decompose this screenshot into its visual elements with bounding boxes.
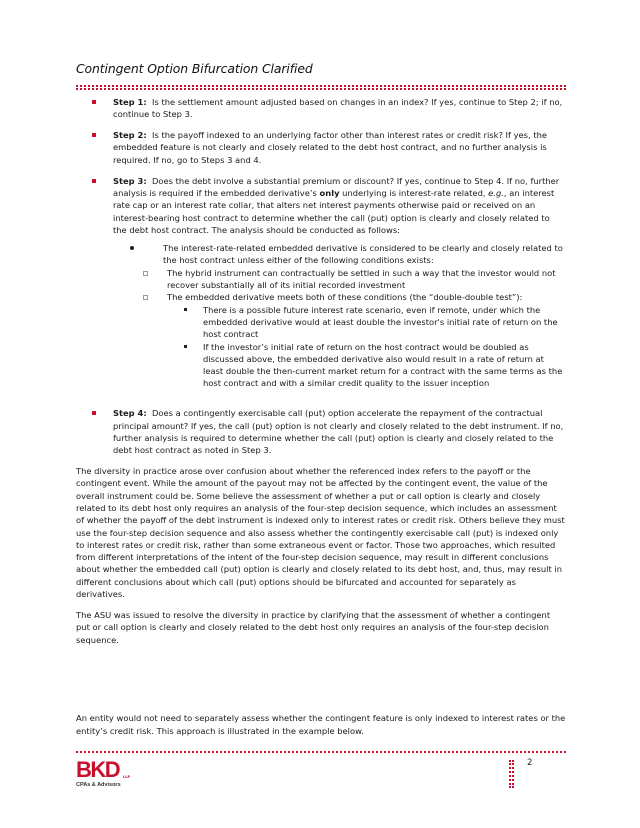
step-1-label: Step 1:: [113, 97, 147, 107]
condition-item: [162, 291, 566, 389]
header-divider-second: [76, 88, 566, 90]
header-divider: [76, 85, 566, 87]
step-3-sublist: [150, 242, 566, 390]
step-3-eg: e.g.: [488, 187, 504, 198]
step-3-text-before: Does the debt involve a substantial premium or discount? If yes, continue to Step 4. If no, further analysis is required if the embedded derivative’s: [113, 175, 560, 198]
double-double-item: [203, 304, 566, 341]
document-body: [76, 96, 566, 746]
step-3-sub-item: [150, 242, 566, 390]
bkd-logo: [76, 757, 131, 789]
logo-tagline: CPAs & Advisors: [76, 782, 121, 788]
step-3-item: [76, 175, 566, 399]
logo-wordmark: BKD: [76, 757, 120, 782]
step-4-text: Does a contingently exercisable call (put) option accelerate the repayment of the contractual principal amount? If yes, the call (put) option is not clearly and closely related to the debt instrument. If no, further analysis is required to determine whether the call (put) option is clearly and closely related to the debt host contract as noted in Step 3.: [113, 408, 564, 456]
conditions-list: [163, 267, 566, 390]
step-2-item: [76, 129, 566, 166]
double-double-list: [203, 304, 566, 390]
step-3-sub-text: The interest-rate-related embedded derivative is considered to be clearly and closely related to the host contract unless either of the following conditions exists:: [163, 243, 563, 266]
body-paragraph: An entity would not need to separately assess whether the contingent feature is only indexed to interest rates or the entity’s credit risk. This approach is illustrated in the example below.: [76, 713, 566, 736]
page-title: Contingent Option Bifurcation Clarified: [76, 61, 313, 76]
logo-llp: LLP: [123, 775, 131, 779]
decision-steps-list: [76, 96, 566, 457]
footer-divider: [76, 751, 566, 753]
condition-text: The embedded derivative meets both of these conditions (the “double-double test”):: [167, 292, 523, 303]
double-double-item: [203, 341, 566, 390]
step-3-text-after: , an interest rate cap or an interest rate collar, that alters net interest payments otherwise paid or received on an interest-bearing host contract to determine whether the call (put) option is clearly and closely related to the debt host contract. The analysis should be conducted as follows:: [113, 187, 555, 235]
spacer: [76, 654, 566, 712]
footer-vertical-dots-second: [512, 760, 514, 788]
double-double-text: There is a possible future interest rate scenario, even if remote, under which the embedded derivative would at least double the investor's initial rate of return on the host contract: [203, 304, 558, 340]
step-4-item: [76, 407, 566, 456]
condition-item: [162, 267, 566, 292]
page-number: 2: [527, 758, 533, 768]
step-3-emphasis: only: [319, 187, 340, 198]
step-1-item: [76, 96, 566, 121]
body-paragraph: The diversity in practice arose over confusion about whether the referenced index refers to the payoff or the contingent event. While the amount of the payout may not be affected by the contingent event, the value of the overall instrument could be. Some believe the assessment of whether a put or call option is clearly and closely related to its debt host only requires an analysis of the four-step decision sequence, which includes an assessment of whether the payoff of the debt instrument is indexed only to interest rates or credit risk. Others believe they must use the four-step decision sequence and also assess whether the contingently exercisable call (put) is indexed only to interest rates or credit risk, rather than some extraneous event or factor. Those two approaches, which resulted from different interpretations of the intent of the four-step decision sequence, may result in different conclusions about whether the embedded call (put) option is clearly and closely related to its debt host, and, thus, may result in different conclusions about which call (put) options should be bifurcated and accounted for separately as derivatives.: [76, 466, 565, 600]
step-1-text: Is the settlement amount adjusted based on changes in an index? If yes, continue to Step 2; if no, continue to Step 3.: [113, 97, 563, 120]
step-3-text-mid: underlying is interest-rate related,: [339, 187, 489, 198]
double-double-text: If the investor’s initial rate of return on the host contract would be doubled as discussed above, the embedded derivative also would result in a rate of return at least double the then-current market return for a contract with the same terms as the host contract and with a similar credit quality to the issuer inception: [203, 341, 563, 389]
step-2-text: Is the payoff indexed to an underlying factor other than interest rates or credit risk? If yes, the embedded feature is not clearly and closely related to the debt host contract, and no further analysis is required. If no, go to Steps 3 and 4.: [113, 130, 548, 165]
body-paragraph: The ASU was issued to resolve the diversity in practice by clarifying that the assessment of whether a contingent put or call option is clearly and closely related to the debt host only requires an analysis of the four-step decision sequence.: [76, 609, 551, 645]
condition-text: The hybrid instrument can contractually be settled in such a way that the investor would not recover substantially all of its initial recorded investment: [167, 267, 556, 291]
step-3-label: Step 3:: [113, 175, 147, 186]
step-4-label: Step 4:: [113, 408, 147, 419]
footer-vertical-dots: [509, 760, 511, 788]
step-2-label: Step 2:: [113, 130, 147, 141]
